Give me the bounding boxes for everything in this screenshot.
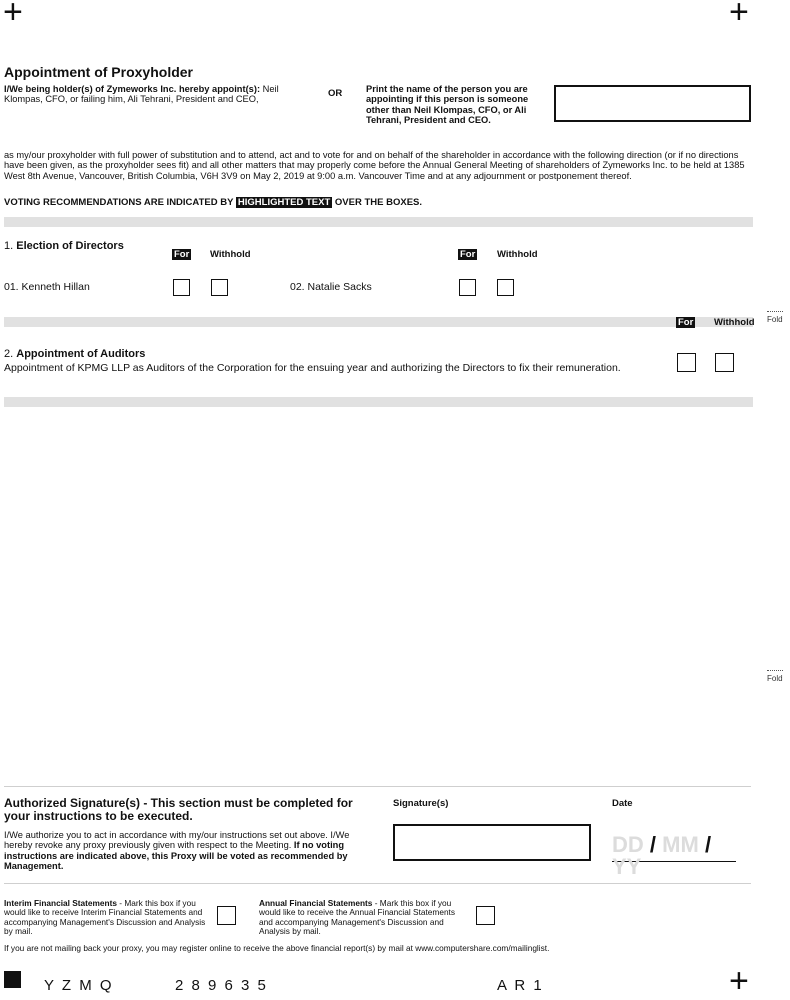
crop-mark-top-left: + — [3, 0, 23, 31]
footer-code-3: A R 1 — [497, 977, 544, 994]
auditors-number: 2. — [4, 348, 14, 360]
voting-note — [4, 197, 422, 208]
voting-note-after: OVER THE BOXES. — [334, 197, 423, 208]
or-label: OR — [328, 88, 343, 99]
date-mm: MM — [662, 832, 699, 857]
director-1-withhold-checkbox[interactable] — [211, 279, 228, 296]
annual-title: Annual Financial Statements — [259, 898, 373, 908]
annual-statements-text — [259, 899, 465, 936]
fold-label-2: Fold — [767, 674, 783, 683]
footer-code-1: Y Z M Q — [44, 977, 114, 994]
director-2-name: 02. Natalie Sacks — [290, 281, 372, 293]
appointment-text-rest: Neil Klompas, CFO, or failing him, Ali Tehrani, President and CEO, — [4, 84, 279, 105]
director-2-for-checkbox[interactable] — [459, 279, 476, 296]
proxy-paragraph: as my/our proxyholder with full power of substitution and to attend, act and to vote for and on behalf of the shareholder in accordance with the following direction (or if no directions have been given, as the proxyholder sees fit) and all other matters that may properly come before the Annual General Meeting of shareholders of Zymeworks Inc. to be held at 1385 West 8th Avenue, Vancouver, British Columbia, V6H 3V9 on May 2, 2019 at 9:00 a.m. Vancouver Time and at any adjournment or postponement thereof. — [4, 150, 745, 181]
online-registration-note: If you are not mailing back your proxy, you may register online to receive the above financial report(s) by mail at www.computershare.com/mailinglist. — [4, 943, 550, 953]
appointment-text — [4, 84, 310, 105]
date-separator-2: / — [704, 832, 712, 857]
director-1-name: 01. Kenneth Hillan — [4, 281, 90, 293]
voting-note-before: VOTING RECOMMENDATIONS ARE INDICATED BY — [4, 197, 234, 208]
annual-description: - Mark this box if you would like to receive the Annual Financial Statements and accompanying Management's Discussion and Analysis by mail. — [259, 898, 456, 936]
date-yy: YY — [612, 854, 642, 879]
footer-code-2: 2 8 9 6 3 5 — [175, 977, 268, 994]
election-title: Election of Directors — [16, 240, 124, 252]
crop-mark-bottom-right: + — [729, 962, 749, 1000]
date-input[interactable] — [612, 832, 736, 879]
financials-top-rule — [4, 883, 751, 884]
interim-title: Interim Financial Statements — [4, 898, 117, 908]
appointment-text-bold: I/We being holder(s) of Zymeworks Inc. hereby appoint(s): — [4, 84, 261, 94]
voting-note-highlight: HIGHLIGHTED TEXT — [237, 197, 331, 208]
date-dd: DD — [612, 832, 644, 857]
signature-text-normal: I/We authorize you to act in accordance with my/our instructions set out above. I/We hereby revoke any proxy previously given with respect to the Meeting. — [4, 830, 350, 851]
appointment-title: Appointment of Proxyholder — [4, 64, 193, 80]
signature-text-bold: If no voting instructions are indicated above, this Proxy will be voted as recommended by Management. — [4, 840, 348, 872]
auditors-withhold-checkbox[interactable] — [715, 353, 734, 372]
registration-square — [4, 971, 21, 988]
signature-section-title: Authorized Signature(s) - This section must be completed for your instructions to be executed. — [4, 796, 353, 824]
date-label: Date — [612, 798, 633, 809]
signature-top-rule — [4, 786, 751, 787]
interim-description: - Mark this box if you would like to receive Interim Financial Statements and accompanying Management's Discussion and Analysis by mail. — [4, 898, 206, 936]
auditors-heading — [4, 348, 145, 360]
director-2-withhold-checkbox[interactable] — [497, 279, 514, 296]
fold-dash-1 — [767, 311, 783, 312]
election-number: 1. — [4, 240, 14, 252]
director-1-for-checkbox[interactable] — [173, 279, 190, 296]
election-heading — [4, 240, 124, 252]
auditors-description: Appointment of KPMG LLP as Auditors of the Corporation for the ensuing year and authorizing the Directors to fix their remuneration. — [4, 362, 621, 374]
section-divider-3 — [4, 397, 753, 407]
annual-statements-checkbox[interactable] — [476, 906, 495, 925]
section-divider-1 — [4, 217, 753, 227]
crop-mark-top-right: + — [729, 0, 749, 31]
date-separator-1: / — [649, 832, 657, 857]
election-for-label-1: For — [174, 249, 190, 260]
section-divider-2 — [4, 317, 753, 327]
auditors-title: Appointment of Auditors — [16, 348, 146, 360]
signature-authorization-text — [4, 830, 372, 872]
auditors-withhold-label: Withhold — [714, 317, 755, 328]
interim-statements-text — [4, 899, 208, 936]
auditors-for-checkbox[interactable] — [677, 353, 696, 372]
auditors-for-label: For — [678, 317, 694, 328]
interim-statements-checkbox[interactable] — [217, 906, 236, 925]
proxyholder-name-input[interactable] — [554, 85, 751, 122]
print-name-instructions: Print the name of the person you are appointing if this person is someone other than Neil Klompas, CFO, or Ali Tehrani, President and CEO. — [366, 84, 529, 126]
signature-input[interactable] — [393, 824, 591, 861]
signature-label: Signature(s) — [393, 798, 449, 809]
election-for-label-2: For — [460, 249, 476, 260]
election-withhold-label-1: Withhold — [210, 249, 251, 260]
election-withhold-label-2: Withhold — [497, 249, 538, 260]
fold-label-1: Fold — [767, 315, 783, 324]
fold-dash-2 — [767, 670, 783, 671]
